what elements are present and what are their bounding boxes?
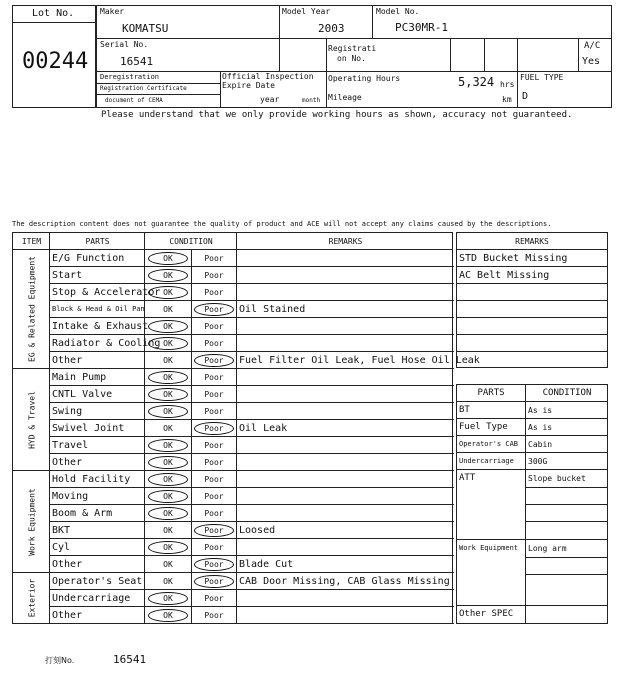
table-row [50, 607, 454, 624]
remarks-row [457, 284, 607, 301]
remark-text [239, 250, 453, 267]
header-remarks: REMARKS [328, 237, 363, 246]
ok-selected-circle [148, 337, 188, 350]
part-name: Hold Facility [52, 474, 131, 485]
part-name: Moving [52, 491, 89, 502]
ok-option: OK [163, 288, 173, 297]
poor-option: Poor [204, 322, 224, 331]
table-row [50, 471, 454, 488]
part-name: Swing [52, 406, 83, 417]
spec-row [457, 453, 607, 470]
remarks-row [457, 352, 607, 369]
remark-text: Oil Leak [239, 423, 288, 434]
remark-text [239, 335, 453, 352]
remark-text [239, 607, 453, 624]
section-name: Work Equipment [27, 487, 36, 556]
ok-option: OK [163, 254, 173, 263]
spec-row [457, 436, 607, 453]
lot-number: 00244 [22, 49, 89, 74]
part-name: Boom & Arm [52, 508, 113, 519]
fuel-type-label: FUEL TYPE [520, 73, 564, 82]
op-hours-label: Operating Hours [328, 74, 401, 83]
model-no-label: Model No. [376, 7, 420, 16]
ok-option: OK [163, 509, 173, 518]
ok-option: OK [163, 526, 173, 535]
part-name: Other [52, 610, 83, 621]
part-name: Intake & Exhaust [52, 321, 149, 332]
spec-condition: As is [528, 406, 553, 415]
spec-part: BT [459, 405, 470, 415]
ok-selected-circle [148, 405, 188, 418]
spec-part: Work Equipment [459, 544, 519, 552]
ok-option: OK [163, 339, 173, 348]
remarks-text [459, 335, 605, 352]
poor-option: Poor [204, 254, 224, 263]
ok-option: OK [163, 305, 173, 314]
header-condition: CONDITION [169, 237, 213, 246]
table-row [50, 284, 454, 301]
poor-option: Poor [204, 424, 224, 433]
part-name: Operator's Seat [52, 576, 143, 587]
table-row [50, 573, 454, 590]
table-row [50, 437, 454, 454]
ok-option: OK [163, 356, 173, 365]
year-label: year [260, 95, 280, 104]
inspection-label-2: Expire Date [222, 81, 275, 90]
ok-option: OK [163, 441, 173, 450]
part-name: CNTL Valve [52, 389, 113, 400]
remark-text: Blade Cut [239, 559, 294, 570]
poor-option: Poor [204, 594, 224, 603]
remarks-row [457, 318, 607, 335]
ok-option: OK [163, 373, 173, 382]
poor-option: Poor [204, 526, 224, 535]
dereg-label: Deregistration [100, 73, 160, 81]
spec-table [456, 384, 608, 624]
ok-option: OK [163, 407, 173, 416]
poor-option: Poor [204, 339, 224, 348]
remark-text [239, 505, 453, 522]
inspection-label-1: Official Inspection [222, 72, 314, 81]
remark-text [239, 471, 453, 488]
ok-selected-circle [148, 490, 188, 503]
spec-condition: Cabin [528, 440, 553, 449]
spec-condition: 300G [528, 457, 548, 466]
header-item: ITEM [21, 237, 42, 246]
table-row [50, 386, 454, 403]
part-name: Other [52, 559, 83, 570]
spec-row [457, 540, 607, 606]
poor-option: Poor [204, 509, 224, 518]
ok-selected-circle [148, 320, 188, 333]
ok-option: OK [163, 271, 173, 280]
spec-row [457, 419, 607, 436]
lot-label: Lot No. [32, 8, 75, 19]
spec-header-row [457, 385, 607, 402]
part-name: Other [52, 457, 83, 468]
table-row [50, 522, 454, 539]
section-label [13, 471, 50, 573]
km-unit: km [502, 95, 512, 104]
remarks-text: AC Belt Missing [459, 270, 550, 281]
poor-selected-circle [194, 354, 234, 367]
table-row [50, 369, 454, 386]
part-name: Swivel Joint [52, 423, 125, 434]
remark-text [239, 267, 453, 284]
maker-label: Maker [100, 7, 125, 16]
remarks-row [457, 250, 607, 267]
remarks-text [459, 284, 605, 301]
table-row [50, 556, 454, 573]
poor-option: Poor [204, 288, 224, 297]
model-year-value: 2003 [318, 22, 345, 35]
ok-selected-circle [148, 507, 188, 520]
spec-condition: Slope bucket [528, 474, 586, 483]
model-year-label: Model Year [282, 7, 331, 16]
ac-label: A/C [584, 41, 601, 51]
spec-part: ATT [459, 473, 476, 483]
table-row [50, 454, 454, 471]
section-name: HYD & Travel [27, 390, 36, 449]
ok-option: OK [163, 390, 173, 399]
remark-text: Oil Stained [239, 304, 306, 315]
table-header-row [13, 233, 452, 250]
spec-row [457, 402, 607, 419]
poor-option: Poor [204, 611, 224, 620]
table-row [50, 539, 454, 556]
footer-label: 打刻No. [45, 656, 75, 665]
table-row [50, 335, 454, 352]
spec-condition [528, 606, 606, 623]
remarks-text: STD Bucket Missing [459, 253, 568, 264]
ok-selected-circle [148, 456, 188, 469]
remarks-row [457, 267, 607, 284]
remark-text [239, 369, 453, 386]
spec-row [457, 470, 607, 540]
spec-condition: Long arm [528, 544, 567, 553]
ac-value: Yes [582, 56, 601, 67]
table-row [50, 488, 454, 505]
remark-text: CAB Door Missing, CAB Glass Missing [239, 576, 450, 587]
working-hours-note: Please understand that we only provide working hours as shown, accuracy not guaranteed. [101, 110, 573, 120]
op-hours-value: 5,324 [458, 75, 495, 89]
dereg-sub: Registration Certificate [100, 85, 187, 92]
disclaimer: The description content does not guarantee the quality of product and ACE will not accept any claims caused by the descriptions. [12, 220, 552, 228]
serial-label: Serial No. [100, 40, 149, 49]
section-name: Exterior [27, 578, 36, 618]
table-row [50, 267, 454, 284]
part-name: Radiator & Cooling [52, 338, 161, 349]
spec-part: Fuel Type [459, 422, 508, 432]
remark-text [239, 539, 453, 556]
poor-option: Poor [204, 543, 224, 552]
ok-option: OK [163, 577, 173, 586]
remarks-row [457, 301, 607, 318]
poor-option: Poor [204, 305, 224, 314]
poor-selected-circle [194, 524, 234, 537]
fuel-type-value: D [522, 91, 529, 102]
ok-selected-circle [148, 269, 188, 282]
ok-option: OK [163, 543, 173, 552]
registration-label-1: Registrati [328, 44, 377, 53]
remark-text [239, 488, 453, 505]
section-label [13, 573, 50, 624]
remark-text [239, 284, 453, 301]
poor-option: Poor [204, 475, 224, 484]
poor-option: Poor [204, 458, 224, 467]
table-row [50, 403, 454, 420]
ok-selected-circle [148, 541, 188, 554]
poor-option: Poor [204, 390, 224, 399]
part-name: Undercarriage [52, 593, 131, 604]
remark-text [239, 403, 453, 420]
section-name: EG & Related Equipment [27, 256, 36, 362]
table-row [50, 250, 454, 267]
ok-option: OK [163, 424, 173, 433]
poor-option: Poor [204, 271, 224, 280]
remarks-header-row [457, 233, 607, 250]
part-name: E/G Function [52, 253, 125, 264]
mileage-label: Mileage [328, 93, 362, 102]
table-row [50, 505, 454, 522]
spec-part: Operator's CAB [459, 440, 519, 448]
header-block [12, 5, 612, 108]
ok-selected-circle [148, 388, 188, 401]
ok-selected-circle [148, 609, 188, 622]
hrs-unit: hrs [500, 80, 515, 89]
poor-option: Poor [204, 441, 224, 450]
section-label [13, 369, 50, 471]
ok-option: OK [163, 458, 173, 467]
spec-header-parts: PARTS [477, 388, 505, 398]
part-name: Start [52, 270, 83, 281]
part-name: Stop & Accelerator [52, 287, 161, 298]
remark-text [239, 318, 453, 335]
section-label [13, 250, 50, 369]
remarks-text [459, 301, 605, 318]
general-remarks-table [456, 232, 608, 368]
table-row [50, 590, 454, 607]
ok-option: OK [163, 475, 173, 484]
part-name: BKT [52, 525, 71, 536]
ok-selected-circle [148, 371, 188, 384]
poor-selected-circle [194, 558, 234, 571]
spec-part: Undercarriage [459, 457, 514, 465]
header-parts: PARTS [85, 237, 110, 246]
ok-selected-circle [148, 252, 188, 265]
spec-part: Other SPEC [459, 609, 514, 619]
poor-selected-circle [194, 303, 234, 316]
ok-selected-circle [148, 286, 188, 299]
poor-option: Poor [204, 492, 224, 501]
remarks-text [459, 318, 605, 335]
poor-option: Poor [204, 356, 224, 365]
poor-selected-circle [194, 575, 234, 588]
table-row [50, 352, 480, 369]
spec-header-condition: CONDITION [542, 388, 592, 398]
ok-option: OK [163, 611, 173, 620]
table-row [50, 301, 454, 318]
remark-text [239, 454, 453, 471]
poor-selected-circle [194, 422, 234, 435]
remark-text [239, 590, 453, 607]
dereg-doc: document of CEMA [105, 97, 163, 104]
remarks-header: REMARKS [515, 237, 549, 246]
registration-label-2: on No. [337, 54, 366, 63]
part-name: Other [52, 355, 83, 366]
spec-row [457, 606, 607, 641]
ok-selected-circle [148, 473, 188, 486]
remark-text: Loosed [239, 525, 276, 536]
month-label: month [302, 97, 321, 104]
footer-value: 16541 [113, 653, 147, 666]
ok-option: OK [163, 492, 173, 501]
poor-option: Poor [204, 560, 224, 569]
poor-option: Poor [204, 407, 224, 416]
remark-text [239, 386, 453, 403]
table-row [50, 318, 454, 335]
ok-option: OK [163, 594, 173, 603]
ok-option: OK [163, 322, 173, 331]
part-name: Block & Head & Oil Pan [52, 305, 145, 313]
poor-option: Poor [204, 373, 224, 382]
part-name: Travel [52, 440, 89, 451]
serial-value: 16541 [120, 55, 154, 68]
remarks-text [459, 352, 605, 369]
ok-selected-circle [148, 592, 188, 605]
poor-option: Poor [204, 577, 224, 586]
maker-value: KOMATSU [122, 22, 169, 35]
remark-text [239, 437, 453, 454]
ok-option: OK [163, 560, 173, 569]
remarks-row [457, 335, 607, 352]
model-no-value: PC30MR-1 [395, 21, 448, 34]
part-name: Main Pump [52, 372, 107, 383]
part-name: Cyl [52, 542, 71, 553]
spec-condition: As is [528, 423, 553, 432]
remark-text: Fuel Filter Oil Leak, Fuel Hose Oil Leak [239, 355, 480, 366]
table-row [50, 420, 454, 437]
ok-selected-circle [148, 439, 188, 452]
